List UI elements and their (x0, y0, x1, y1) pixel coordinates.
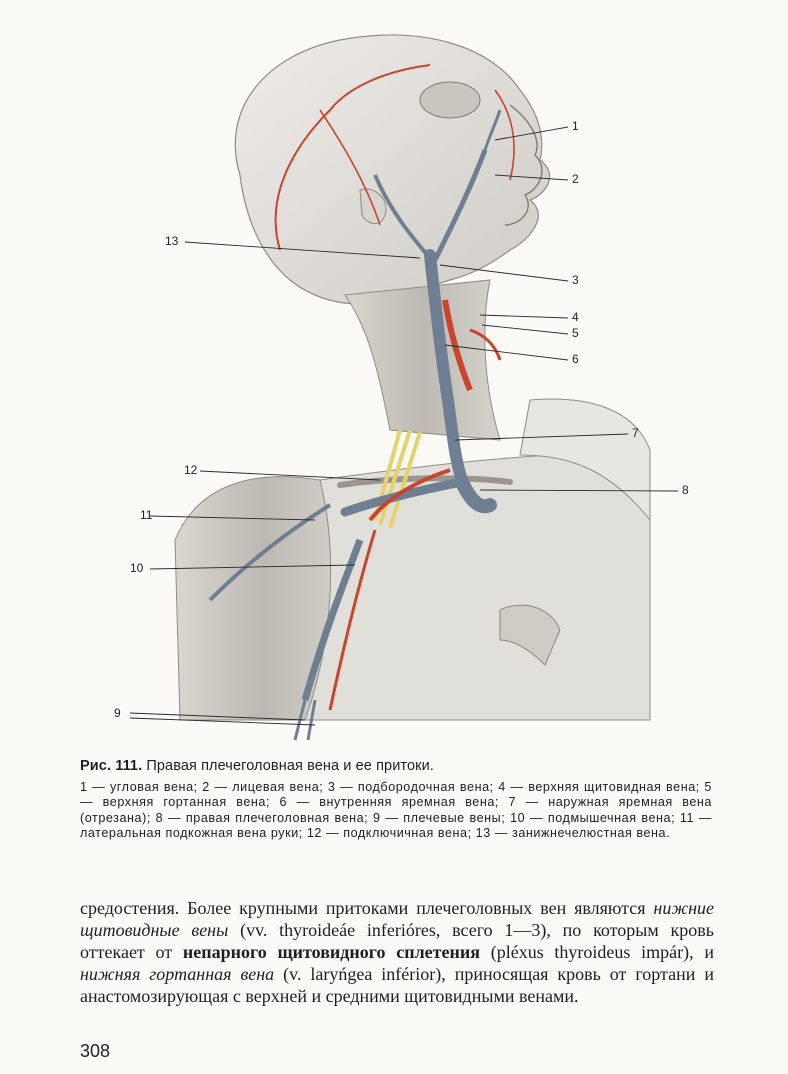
figure-title: Правая плечеголовная вена и ее притоки. (146, 758, 434, 774)
body-text-segment: средостения. Более крупными притоками плечеголовных вен являются (80, 898, 654, 918)
callout-6: 6 (572, 352, 579, 366)
term-thyroid-plexus: непарного щитовидного сплетения (182, 942, 480, 962)
figure-caption (80, 758, 712, 842)
callout-11: 11 (140, 508, 153, 522)
term-inferior-laryngeal-vein: нижняя гортанная вена (80, 964, 275, 984)
neck-shape (345, 280, 500, 440)
body-text-segment: (pléxus thyroideus impár), и (479, 942, 714, 962)
callout-7: 7 (632, 426, 639, 440)
callout-2: 2 (572, 172, 579, 186)
term-inferior-thyroid-veins: нижние щитовидные вены (80, 898, 714, 940)
body-text-segment: (vv. thyroideáe inferióres, всего 1—3), по которым кровь оттекает от (80, 920, 714, 962)
figure-number: Рис. 111. (80, 758, 143, 774)
figure-legend: 1 — угловая вена; 2 — лицевая вена; 3 — подбородочная вена; 4 — верхняя щитовидная вена; 5 — верхняя гортанная вена; 6 — внутренняя яремная вена; 7 — наружная яремная вена (отрезана); 8 — правая плечеголовная вена; 9 — плечевые вены; 10 — подмышечная вена; 11 — латеральная подкожная вена руки; 12 — подключичная вена; 13 — занижнечелюстная вена. (80, 780, 712, 841)
callout-9: 9 (114, 706, 121, 720)
body-paragraph (80, 897, 714, 1007)
caption-title-line (80, 758, 712, 774)
callout-4: 4 (572, 310, 579, 324)
callout-3: 3 (572, 273, 579, 287)
body-text-segment: (v. laryńgea inférior), приносящая кровь от гортани и анастомозирующая с верхней и средними щитовидными венами. (80, 964, 714, 1006)
callout-5: 5 (572, 326, 579, 340)
callout-1: 1 (572, 119, 579, 133)
page-number: 308 (80, 1041, 111, 1061)
eye-shape (420, 82, 480, 118)
callout-12: 12 (184, 463, 198, 477)
anatomical-illustration (90, 0, 730, 750)
head-shape (235, 35, 549, 304)
callout-10: 10 (130, 561, 144, 575)
callout-8: 8 (682, 483, 689, 497)
illustration-svg (90, 0, 730, 750)
callout-13: 13 (165, 234, 179, 248)
